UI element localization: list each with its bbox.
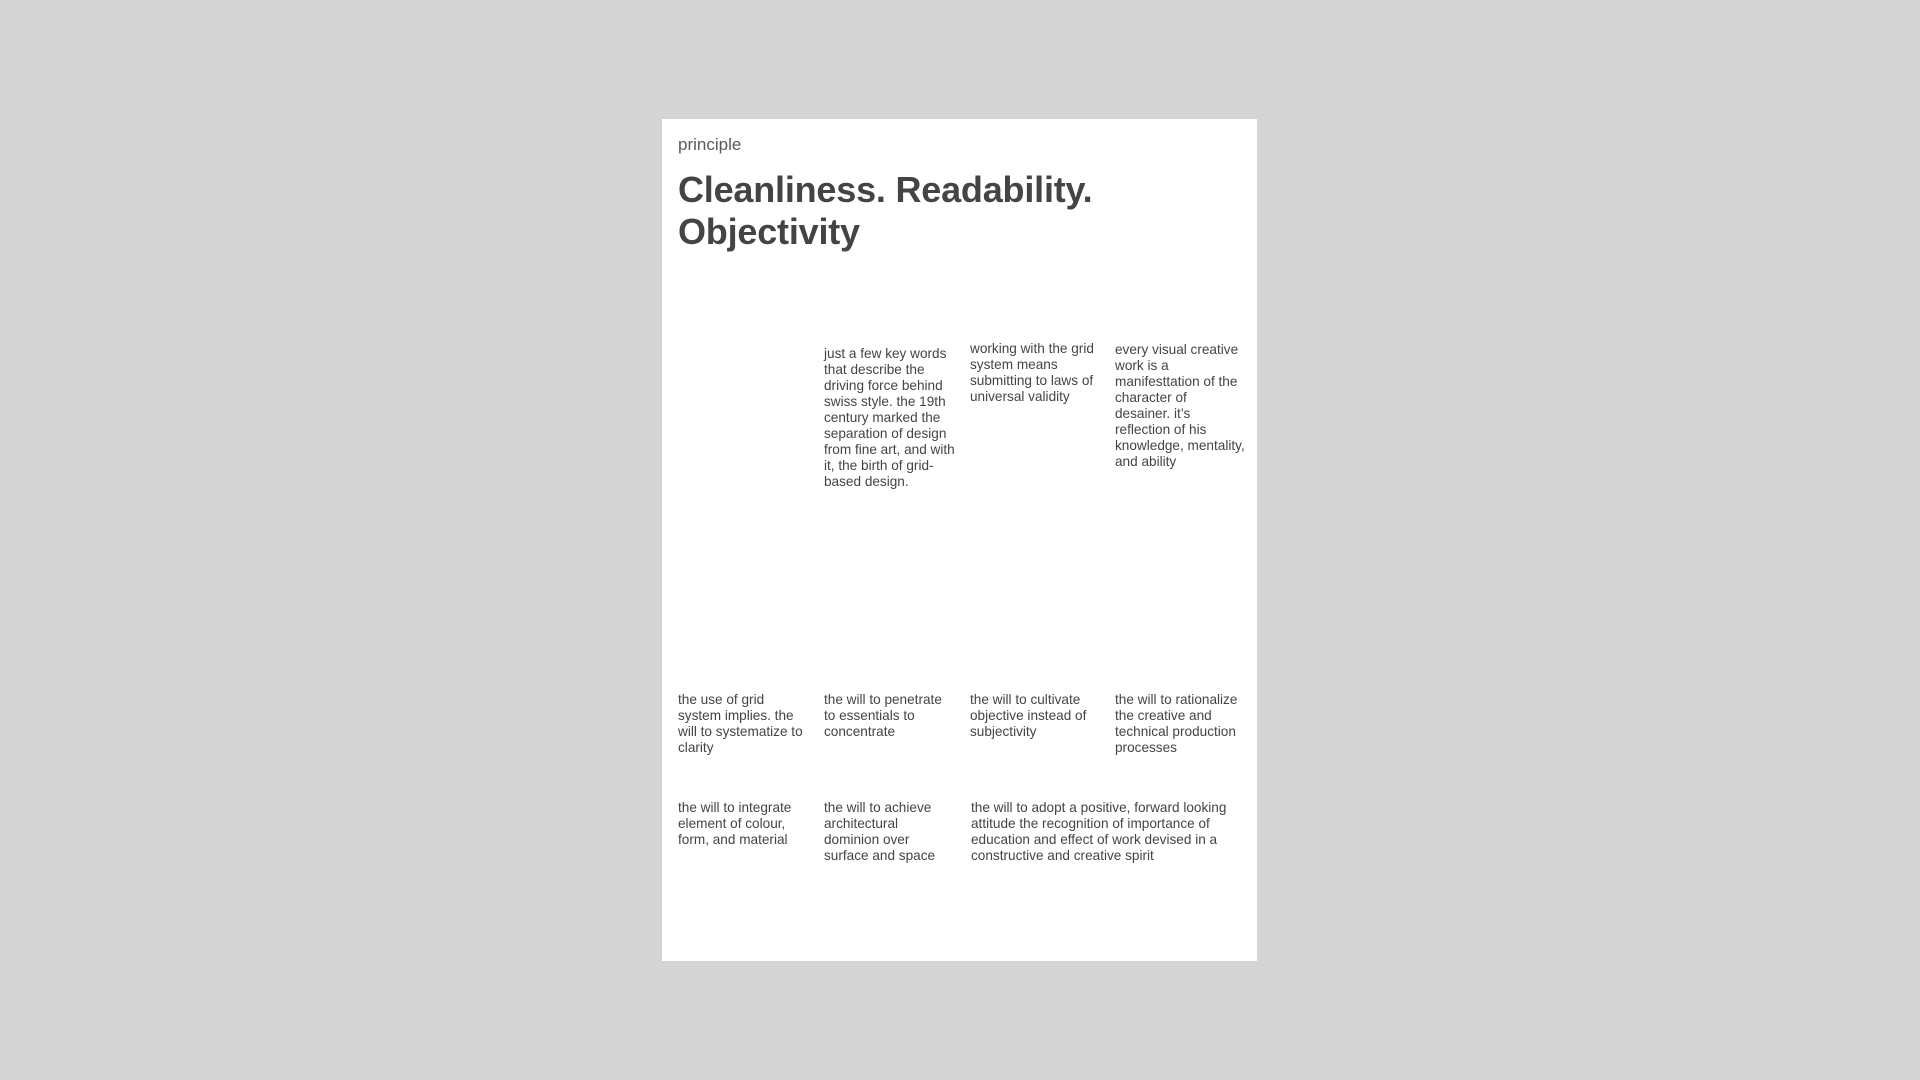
grid-laws-paragraph: working with the grid system means submitting to laws of universal validity	[970, 341, 1094, 404]
page-title	[678, 169, 1238, 253]
document-page	[662, 119, 1257, 961]
intro-paragraph: just a few key words that describe the driving force behind swiss style. the 19th century marked the separation of design from fine art, and with it, the birth of grid-based design.	[824, 346, 955, 489]
principle-cultivate: the will to cultivate objective instead of subjectivity	[970, 692, 1087, 739]
character-paragraph: every visual creative work is a manifesttation of the character of desainer. it’s reflection of his knowledge, mentality, and ability	[1115, 342, 1245, 469]
principle-adopt: the will to adopt a positive, forward looking attitude the recognition of importance of education and effect of work devised in a constructive and creative spirit	[971, 800, 1227, 863]
kicker-label: principle	[678, 135, 742, 154]
title-line-2: Objectivity	[678, 211, 860, 252]
principle-systematize: the use of grid system implies. the will to systematize to clarity	[678, 692, 803, 755]
principle-rationalize: the will to rationalize the creative and technical production processes	[1115, 692, 1238, 755]
principle-achieve: the will to achieve architectural dominion over surface and space	[824, 800, 936, 863]
principle-penetrate: the will to penetrate to essentials to concentrate	[824, 692, 942, 739]
title-line-1: Cleanliness. Readability.	[678, 169, 1093, 210]
principle-integrate: the will to integrate element of colour, form, and material	[678, 800, 792, 847]
